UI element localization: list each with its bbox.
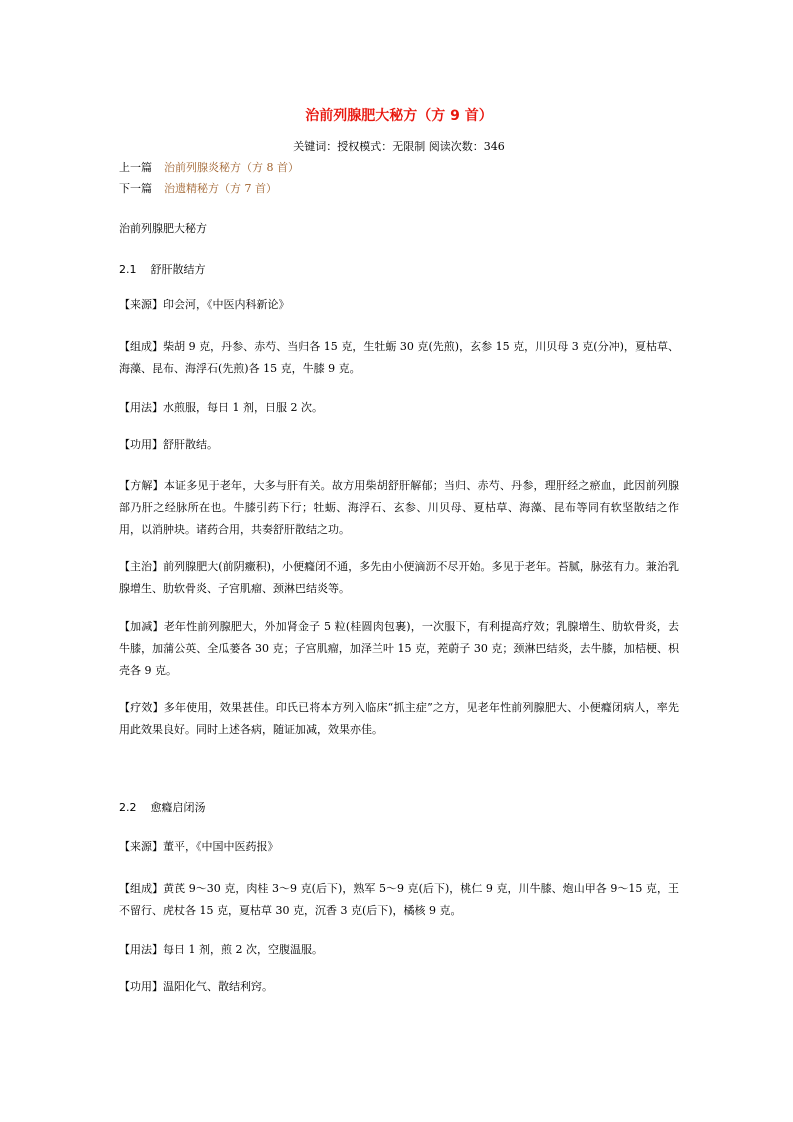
function-paragraph: 【功用】温阳化气、散结利窍。: [119, 980, 273, 993]
section-heading: [119, 261, 679, 279]
efficacy-paragraph: 【疗效】多年使用，效果甚佳。印氏已将本方列入临床“抓主症”之方，见老年性前列腺肥大、小便癃闭病人，率先用此效果良好。同时上述各病，随证加减，效果亦佳。: [119, 701, 679, 736]
prev-article-link[interactable]: 治前列腺炎秘方（方 8 首）: [164, 161, 299, 174]
section-number: 2.1: [119, 263, 137, 276]
article-meta: 关键词：授权模式：无限制 阅读次数：346: [293, 140, 505, 153]
indication-paragraph: 【主治】前列腺肥大(前阴癥积)，小便癃闭不通，多先由小便滴沥不尽开始。多见于老年。苔腻，脉弦有力。兼治乳腺增生、肋软骨炎、子宫肌瘤、颈淋巴结炎等。: [119, 560, 679, 595]
section-title: 愈癃启闭汤: [150, 801, 206, 814]
prev-article-nav: [119, 159, 299, 177]
next-label: 下一篇: [119, 182, 152, 195]
composition-paragraph: 【组成】柴胡 9 克，丹参、赤芍、当归各 15 克，生牡蛎 30 克(先煎)，玄参 15 克，川贝母 3 克(分冲)，夏枯草、海藻、昆布、海浮石(先煎)各 15 克，牛膝 9 克。: [119, 340, 679, 375]
section-number: 2.2: [119, 801, 137, 814]
function-paragraph: 【功用】舒肝散结。: [119, 438, 218, 451]
prev-label: 上一篇: [119, 161, 152, 174]
analysis-paragraph: 【方解】本证多见于老年，大多与肝有关。故方用柴胡舒肝解郁；当归、赤芍、丹参，理肝经之瘀血，此因前列腺部乃肝之经脉所在也。牛膝引药下行；牡蛎、海浮石、玄参、川贝母、夏枯草、海藻、昆布等同有软坚散结之作用，以消肿块。诸药合用，共奏舒肝散结之功。: [119, 479, 679, 536]
source-paragraph: 【来源】印会河，《中医内科新论》: [119, 298, 290, 311]
composition-paragraph: 【组成】黄芪 9～30 克，肉桂 3～9 克(后下)，熟军 5～9 克(后下)，桃仁 9 克，川牛膝、炮山甲各 9～15 克，王不留行、虎杖各 15 克，夏枯草 30 克，沉香 3 克(后下)，橘核 9 克。: [119, 882, 679, 917]
section-title: 舒肝散结方: [150, 263, 206, 276]
source-paragraph: 【来源】董平，《中国中医药报》: [119, 840, 279, 853]
usage-paragraph: 【用法】水煎服，每日 1 剂，日服 2 次。: [119, 401, 323, 414]
section-heading: [119, 799, 679, 817]
page-title: 治前列腺肥大秘方（方 9 首）: [305, 108, 493, 124]
intro-heading: 治前列腺肥大秘方: [119, 222, 207, 235]
modification-paragraph: 【加减】老年性前列腺肥大，外加肾金子 5 粒(桂圆肉包裹)，一次服下，有利提高疗效；乳腺增生、肋软骨炎，去牛膝，加蒲公英、全瓜蒌各 30 克；子宫肌瘤，加泽兰叶 15 克，茺蔚子 30 克；颈淋巴结炎，去牛膝，加桔梗、枳壳各 9 克。: [119, 620, 679, 677]
next-article-link[interactable]: 治遗精秘方（方 7 首）: [164, 182, 277, 195]
next-article-nav: [119, 180, 277, 198]
usage-paragraph: 【用法】每日 1 剂，煎 2 次，空腹温服。: [119, 943, 323, 956]
